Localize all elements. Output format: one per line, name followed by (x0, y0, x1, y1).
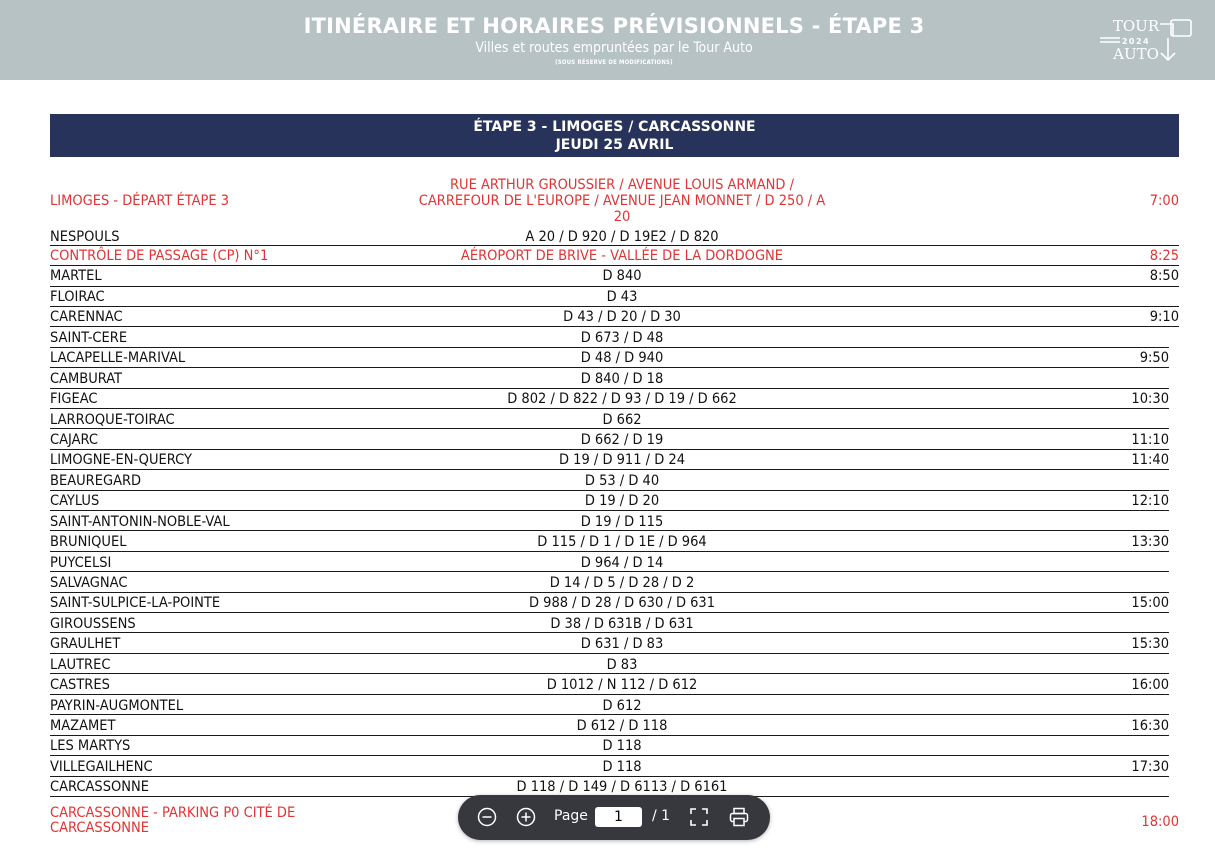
table-row (50, 738, 1179, 756)
row-road: D 612 / D 118 (576, 718, 668, 734)
row-road: D 19 / D 115 (580, 514, 664, 530)
row-road: D 14 / D 5 / D 28 / D 2 (549, 575, 695, 591)
row-divider (50, 592, 1169, 593)
row-road: D 48 / D 940 (580, 350, 664, 366)
row-road: D 38 / D 631B / D 631 (550, 616, 694, 632)
page-label: Page (554, 808, 588, 824)
table-row (50, 432, 1179, 450)
page-total: / 1 (652, 808, 671, 824)
row-divider (50, 265, 1179, 266)
row-road: D 43 (606, 289, 638, 305)
row-city: CARCASSONNE (50, 779, 149, 795)
svg-text:AUTO: AUTO (1113, 45, 1159, 63)
row-divider (50, 490, 1169, 491)
page-subtitle: Villes et routes empruntées par le Tour Auto (475, 40, 753, 56)
zoom-in-icon[interactable] (516, 807, 536, 827)
table-row (50, 350, 1179, 368)
row-divider (50, 367, 1169, 368)
row-divider (50, 469, 1169, 470)
row-city: VILLEGAILHENC (50, 759, 153, 775)
row-time: 18:00 (1141, 814, 1179, 830)
row-divider (50, 428, 1169, 429)
row-city: GIROUSSENS (50, 616, 136, 632)
row-road: D 118 (602, 759, 642, 775)
row-time: 8:50 (1149, 268, 1179, 284)
row-divider (50, 286, 1179, 287)
row-time: 9:50 (1139, 350, 1169, 366)
row-divider (50, 347, 1169, 348)
table-row (50, 575, 1179, 593)
row-divider (50, 735, 1169, 736)
row-city: LIMOGES - DÉPART ÉTAPE 3 (50, 193, 230, 209)
row-divider (50, 694, 1169, 695)
row-divider (50, 776, 1169, 777)
row-road: D 43 / D 20 / D 30 (563, 309, 681, 325)
page-note: (SOUS RÉSERVE DE MODIFICATIONS) (555, 59, 673, 66)
table-row (50, 677, 1179, 695)
row-time: 11:40 (1131, 452, 1169, 468)
table-row (50, 391, 1179, 409)
row-time: 8:25 (1149, 248, 1179, 264)
row-divider (50, 632, 1169, 633)
table-row (50, 248, 1179, 266)
row-road: D 1012 / N 112 / D 612 (546, 677, 698, 693)
row-city: SAINT-CERE (50, 330, 128, 346)
row-city: NESPOULS (50, 229, 120, 245)
row-road: D 19 / D 911 / D 24 (558, 452, 685, 468)
table-row (50, 177, 1179, 229)
table-row (50, 718, 1179, 736)
row-city: CAMBURAT (50, 371, 123, 387)
table-row (50, 330, 1179, 348)
row-city: MARTEL (50, 268, 102, 284)
row-road: D 115 / D 1 / D 1E / D 964 (537, 534, 707, 550)
row-divider (50, 571, 1169, 572)
row-time: 13:30 (1131, 534, 1169, 550)
row-road: D 964 / D 14 (580, 555, 664, 571)
row-city: LAUTREC (50, 657, 111, 673)
row-divider (50, 673, 1169, 674)
row-city: LES MARTYS (50, 738, 131, 754)
header-banner (0, 0, 1215, 80)
row-city: MAZAMET (50, 718, 116, 734)
row-divider (50, 530, 1169, 531)
table-row (50, 636, 1179, 654)
row-road: AÉROPORT DE BRIVE - VALLÉE DE LA DORDOGNE (460, 248, 784, 264)
row-road: D 840 (602, 268, 642, 284)
row-time: 12:10 (1131, 493, 1169, 509)
table-row (50, 268, 1179, 286)
page-title: ITINÉRAIRE ET HORAIRES PRÉVISIONNELS - ÉTAPE 3 (303, 14, 925, 38)
table-row (50, 759, 1179, 777)
row-road: D 988 / D 28 / D 630 / D 631 (528, 595, 716, 611)
row-time: 15:00 (1131, 595, 1169, 611)
row-time: 9:10 (1149, 309, 1179, 325)
row-time: 17:30 (1131, 759, 1169, 775)
row-road: D 662 (602, 412, 642, 428)
row-divider (50, 245, 1179, 246)
print-icon[interactable] (729, 807, 749, 827)
row-city: LARROQUE-TOIRAC (50, 412, 175, 428)
page-number-input[interactable] (595, 807, 642, 827)
row-city: GRAULHET (50, 636, 121, 652)
row-time: 16:00 (1131, 677, 1169, 693)
row-divider (50, 306, 1179, 307)
table-row (50, 452, 1179, 470)
row-road: A 20 / D 920 / D 19E2 / D 820 (525, 229, 719, 245)
row-city: CAJARC (50, 432, 98, 448)
table-row (50, 534, 1179, 552)
row-road: D 673 / D 48 (580, 330, 664, 346)
row-divider (50, 612, 1169, 613)
row-city: FIGEAC (50, 391, 98, 407)
row-divider (50, 408, 1169, 409)
svg-text:TOUR: TOUR (1112, 17, 1160, 35)
row-divider (50, 510, 1169, 511)
row-road: D 19 / D 20 (584, 493, 660, 509)
table-row (50, 371, 1179, 389)
row-road: D 53 / D 40 (584, 473, 660, 489)
pdf-toolbar (458, 795, 770, 840)
row-divider (50, 388, 1169, 389)
fullscreen-icon[interactable] (689, 807, 709, 827)
table-row (50, 595, 1179, 613)
row-time: 10:30 (1131, 391, 1169, 407)
row-road: D 802 / D 822 / D 93 / D 19 / D 662 (507, 391, 737, 407)
row-road: D 83 (606, 657, 638, 673)
row-time: 7:00 (1149, 193, 1179, 209)
tour-auto-logo (1098, 16, 1194, 64)
svg-text:2024: 2024 (1121, 37, 1151, 46)
row-divider (50, 755, 1169, 756)
row-city: CASTRES (50, 677, 110, 693)
row-city: SALVAGNAC (50, 575, 128, 591)
row-road: D 118 / D 149 / D 6113 / D 6161 (516, 779, 728, 795)
stage-date: JEUDI 25 AVRIL (555, 137, 674, 153)
row-time: 11:10 (1131, 432, 1169, 448)
row-city: LACAPELLE-MARIVAL (50, 350, 186, 366)
row-city: CONTRÔLE DE PASSAGE (CP) N°1 (50, 248, 269, 264)
row-city: SAINT-SULPICE-LA-POINTE (50, 595, 221, 611)
row-road: D 840 / D 18 (580, 371, 664, 387)
row-city: FLOIRAC (50, 289, 105, 305)
row-time: 15:30 (1131, 636, 1169, 652)
table-row (50, 289, 1179, 307)
row-divider (50, 326, 1179, 327)
row-divider (50, 449, 1169, 450)
row-road: D 612 (602, 698, 642, 714)
row-divider (50, 714, 1169, 715)
row-city: LIMOGNE-EN-QUERCY (50, 452, 192, 468)
row-city: SAINT-ANTONIN-NOBLE-VAL (50, 514, 230, 530)
row-city: PAYRIN-AUGMONTEL (50, 698, 184, 714)
row-city: CARCASSONNE - PARKING P0 CITÉ DE CARCASSONNE (50, 805, 296, 836)
row-city: BRUNIQUEL (50, 534, 127, 550)
table-row (50, 493, 1179, 511)
row-city: CAYLUS (50, 493, 100, 509)
row-divider (50, 551, 1169, 552)
table-row (50, 309, 1179, 327)
table-row (50, 473, 1179, 491)
row-divider (50, 653, 1169, 654)
zoom-out-icon[interactable] (477, 807, 497, 827)
row-city: PUYCELSI (50, 555, 112, 571)
row-road: D 118 (602, 738, 642, 754)
row-road: D 662 / D 19 (580, 432, 664, 448)
stage-header (50, 114, 1179, 157)
row-city: CARENNAC (50, 309, 123, 325)
stage-title: ÉTAPE 3 - LIMOGES / CARCASSONNE (473, 119, 756, 135)
row-road: D 631 / D 83 (580, 636, 664, 652)
row-road: RUE ARTHUR GROUSSIER / AVENUE LOUIS ARMAND / CARREFOUR DE L'EUROPE / AVENUE JEAN MONNET / D 250 / A 20 (418, 177, 826, 225)
row-city: BEAUREGARD (50, 473, 142, 489)
row-time: 16:30 (1131, 718, 1169, 734)
